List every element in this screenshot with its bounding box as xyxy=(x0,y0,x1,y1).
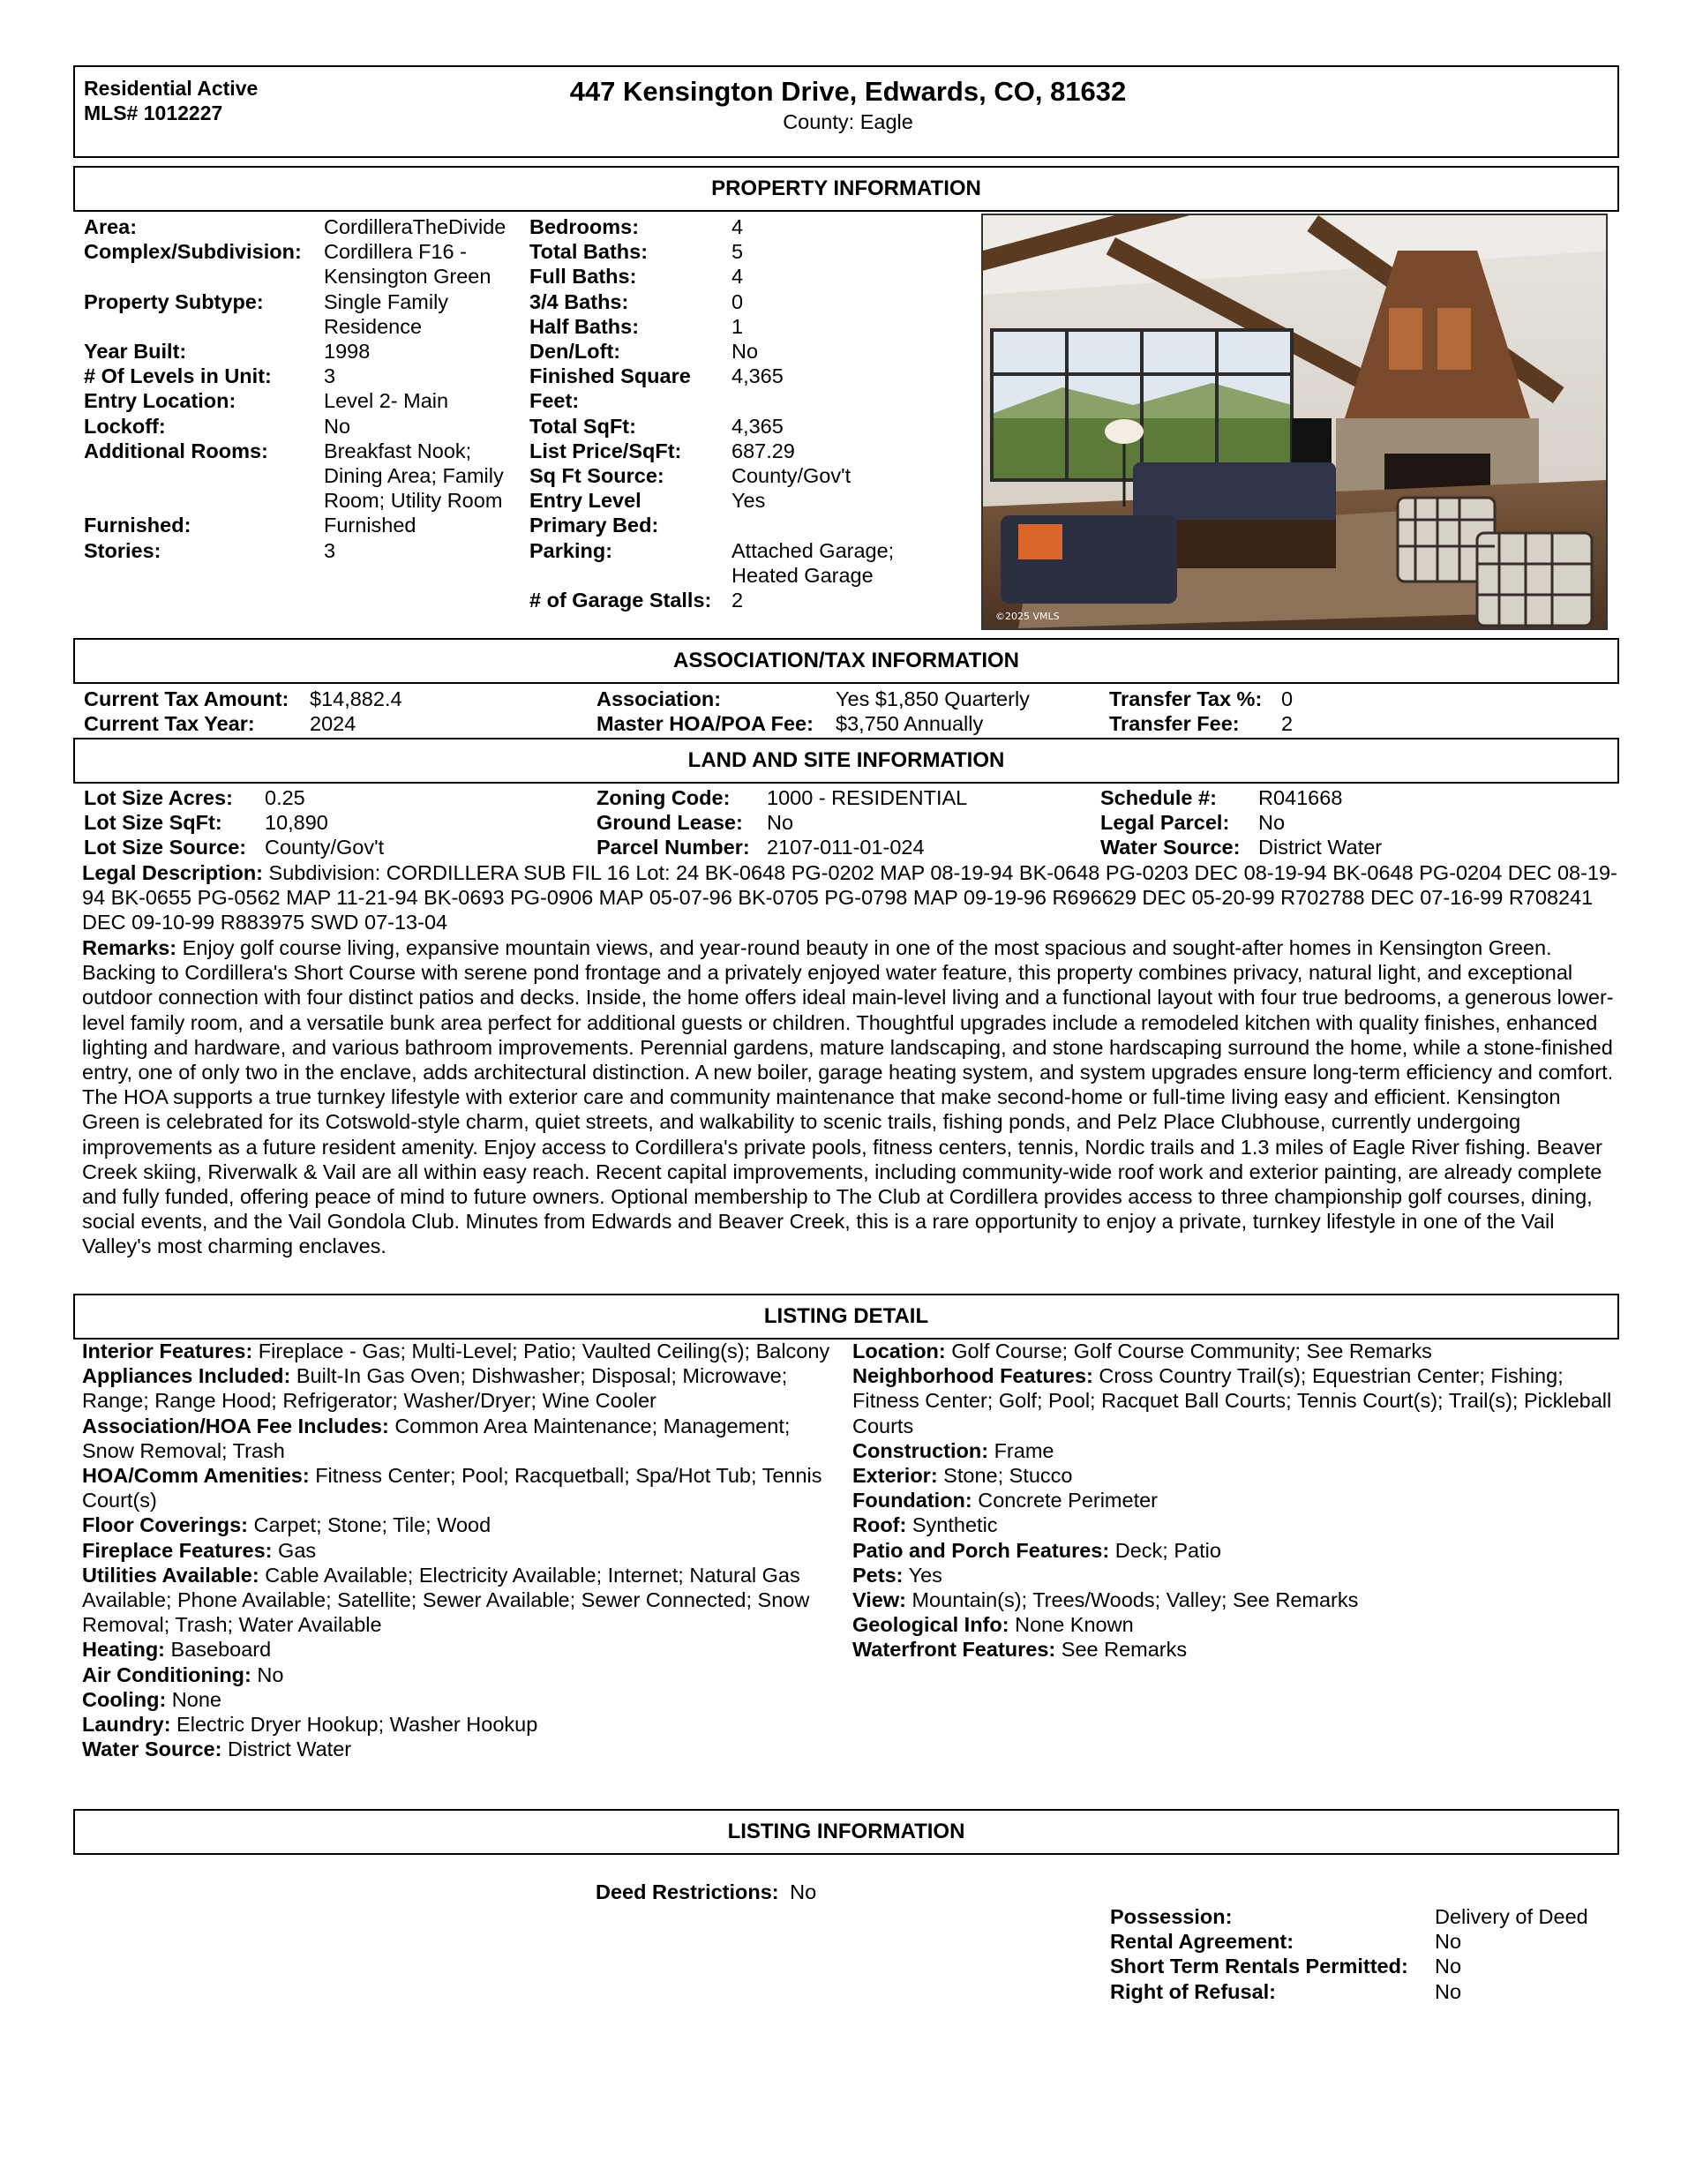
detail-label: HOA/Comm Amenities: xyxy=(82,1464,310,1488)
detail-item xyxy=(852,1512,1620,1537)
field-value: 4,365 xyxy=(731,414,784,438)
kv-row xyxy=(84,388,529,413)
transfer-fee-label: Transfer Fee: xyxy=(1109,712,1240,735)
current-tax-amount-label: Current Tax Amount: xyxy=(84,687,289,710)
detail-label: Roof: xyxy=(852,1513,907,1537)
detail-item xyxy=(852,1563,1620,1587)
kv-row xyxy=(529,439,970,463)
detail-label: Construction: xyxy=(852,1438,989,1462)
property-photo xyxy=(981,214,1608,630)
legal-description-label: Legal Description: xyxy=(82,861,264,884)
field-value: 4,365 xyxy=(731,364,784,388)
transfer-tax-value: 0 xyxy=(1281,687,1294,710)
detail-label: Heating: xyxy=(82,1638,165,1662)
deed-restrictions-value: No xyxy=(790,1880,817,1903)
kv-row xyxy=(84,538,529,563)
detail-item xyxy=(852,1438,1620,1463)
detail-value: Fitness Center; Pool; Racquetball; Spa/Hot Tub; Tennis Court(s) xyxy=(82,1464,822,1512)
field-label: Primary Bed: xyxy=(529,514,659,537)
detail-value: Electric Dryer Hookup; Washer Hookup xyxy=(170,1713,538,1737)
parcel-label: Parcel Number: xyxy=(596,836,750,859)
master-hoa-value: $3,750 Annually xyxy=(836,712,984,735)
field-value: 5 xyxy=(731,240,744,264)
zoning-value: 1000 - RESIDENTIAL xyxy=(767,786,968,809)
current-tax-amount: $14,882.4 xyxy=(310,687,402,710)
field-label: List Price/SqFt: xyxy=(529,439,682,462)
section-listing-information: LISTING INFORMATION xyxy=(73,1809,1619,1855)
detail-label: Water Source: xyxy=(82,1737,222,1761)
detail-label: Location: xyxy=(852,1340,946,1362)
field-label: Stories: xyxy=(84,538,161,562)
detail-value: Gas xyxy=(272,1538,317,1562)
section-land-site: LAND AND SITE INFORMATION xyxy=(73,738,1619,784)
kv-row xyxy=(84,314,529,339)
detail-item xyxy=(852,1463,1620,1488)
assoc-tax-group xyxy=(84,687,1619,736)
field-value: Kensington Green xyxy=(324,265,491,289)
detail-item xyxy=(82,1339,839,1363)
detail-item xyxy=(82,1363,839,1413)
kv-row xyxy=(84,239,529,264)
field-label: Sq Ft Source: xyxy=(529,464,664,488)
kv-row xyxy=(529,314,970,339)
kv-row xyxy=(84,264,529,289)
field-value: No xyxy=(1435,1979,1462,2003)
detail-label: Utilities Available: xyxy=(82,1563,259,1587)
field-value: Cordillera F16 - xyxy=(324,240,467,264)
detail-label: Exterior: xyxy=(852,1464,938,1488)
kv-row xyxy=(84,414,529,439)
detail-value: None Known xyxy=(1009,1613,1134,1637)
detail-item xyxy=(852,1363,1620,1438)
water-source-value: District Water xyxy=(1258,836,1383,859)
association-value: Yes $1,850 Quarterly xyxy=(836,687,1030,710)
detail-label: Association/HOA Fee Includes: xyxy=(82,1414,389,1437)
detail-item xyxy=(852,1637,1620,1662)
field-label: Bedrooms: xyxy=(529,215,640,238)
detail-item xyxy=(852,1612,1620,1637)
detail-item xyxy=(852,1339,1620,1363)
field-value: 3 xyxy=(324,538,336,562)
kv-row xyxy=(84,488,529,513)
ground-lease-value: No xyxy=(767,811,794,834)
detail-label: Foundation: xyxy=(852,1489,972,1512)
detail-value: Golf Course; Golf Course Community; See Remarks xyxy=(945,1340,1432,1362)
legal-description-text: Subdivision: CORDILLERA SUB FIL 16 Lot: 24 BK-0648 PG-0202 MAP 08-19-94 BK-0648 PG-0203 DEC 08-19-94 BK-0648 PG-0204 DEC 08-19-94 BK-0655 PG-0562 MAP 11-21-94 BK-0693 PG-0906 MAP 05-07-96 BK-0705 PG-0798 MAP 09-19-96 R696629 DEC 05-20-99 R702788 DEC 07-16-99 R708241 DEC 09-10-99 R883975 SWD 07-13-04 xyxy=(82,861,1617,934)
detail-value: Frame xyxy=(988,1438,1054,1462)
field-value: CordilleraTheDivide xyxy=(324,215,506,238)
field-value: Yes xyxy=(731,489,766,513)
detail-value: Mountain(s); Trees/Woods; Valley; See Remarks xyxy=(905,1588,1359,1612)
listing-status: Residential Active xyxy=(84,77,259,100)
field-label: Property Subtype: xyxy=(84,289,264,313)
detail-label: Neighborhood Features: xyxy=(852,1364,1093,1388)
detail-item xyxy=(82,1563,839,1638)
detail-value: Yes xyxy=(903,1563,942,1587)
field-label: Parking: xyxy=(529,538,613,562)
field-value: 2 xyxy=(731,589,744,612)
field-value: No xyxy=(731,340,759,364)
field-value: Furnished xyxy=(324,514,416,537)
detail-item xyxy=(82,1637,839,1662)
county: County: Eagle xyxy=(783,110,913,133)
field-label xyxy=(529,563,731,588)
remarks-text: Enjoy golf course living, expansive mountain views, and year-round beauty in one of the most spacious and sought-after homes in Kensington Green. Backing to Cordillera's Short Course with serene pond frontage and a privately enjoyed water feature, this property combines privacy, natural light, and exceptional outdoor connection with four distinct patios and decks. Inside, the home offers ideal main-level living and a functional layout with four true bedrooms, a generous lower-level family room, and a versatile bunk area perfect for additional guests or children. Thoughtful upgrades include a remodeled kitchen with quality finishes, enhanced lighting and hardware, and various bathroom improvements. Perennial gardens, mature landscaping, and stone hardscaping surround the home, while a stone-finished entry, one of only two in the enclave, adds architectural distinction. A new boiler, garage heating system, and system upgrades ensure long-term efficiency and comfort. The HOA supports a true turnkey lifestyle with exterior care and community maintenance that make second-home or full-time living easy and efficient. Kensington Green is celebrated for its Cotswold-style charm, quiet streets, and walkability to scenic trails, fishing ponds, and Pelz Place Clubhouse, currently undergoing improvements as a future resident amenity. Enjoy access to Cordillera's private pools, fitness centers, tennis, Nordic trails and 1.3 miles of Eagle River fishing. Beaver Creek skiing, Riverwalk & Vail are all within easy reach. Recent capital improvements, including community-wide roof work and exterior painting, are already complete and fully funded, offering peace of mind to future owners. Optional membership to The Club at Cordillera provides access to three championship golf courses, dining, social events, and the Vail Gondola Club. Minutes from Edwards and Beaver Creek, this is a rare opportunity to enjoy a private, turnkey lifestyle in one of the Vail Valley's most charming enclaves. xyxy=(82,936,1614,1258)
detail-value: District Water xyxy=(221,1737,352,1761)
detail-item xyxy=(82,1687,839,1712)
kv-row xyxy=(529,264,970,289)
field-label: Finished Square xyxy=(529,364,691,388)
field-value: No xyxy=(324,414,351,438)
field-value: Heated Garage xyxy=(731,563,874,587)
detail-item xyxy=(82,1712,839,1737)
detail-value: Built-In Gas Oven; Dishwasher; Disposal; Microwave; Range; Range Hood; Refrigerator; Washer/Dryer; Wine Cooler xyxy=(82,1364,788,1413)
living-room-photo-illustration xyxy=(983,215,1606,628)
deed-restrictions-label: Deed Restrictions: xyxy=(596,1880,779,1903)
remarks-label: Remarks: xyxy=(82,936,177,959)
detail-label: Pets: xyxy=(852,1563,904,1587)
field-label: Area: xyxy=(84,215,138,238)
section-listing-detail: LISTING DETAIL xyxy=(73,1294,1619,1340)
field-label: Entry Location: xyxy=(84,389,236,413)
field-value: 687.29 xyxy=(731,439,795,462)
master-hoa-label: Master HOA/POA Fee: xyxy=(596,712,814,735)
lot-acres-label: Lot Size Acres: xyxy=(84,786,233,809)
field-value xyxy=(731,388,970,413)
kv-row xyxy=(529,339,970,364)
field-label: Lockoff: xyxy=(84,414,166,438)
field-label: Total Baths: xyxy=(529,240,649,264)
kv-row xyxy=(84,513,529,537)
detail-label: Interior Features: xyxy=(82,1340,253,1362)
kv-row xyxy=(529,388,970,413)
association-label: Association: xyxy=(596,687,722,710)
field-value: 1998 xyxy=(324,340,371,364)
detail-value: No xyxy=(251,1662,284,1686)
kv-row xyxy=(1110,1929,1611,1954)
listing-info-rows xyxy=(1110,1904,1611,2004)
detail-label: Cooling: xyxy=(82,1687,167,1711)
field-label: Total SqFt: xyxy=(529,414,636,438)
detail-item xyxy=(82,1737,839,1761)
kv-row xyxy=(529,289,970,314)
remarks xyxy=(82,935,1619,1259)
kv-row xyxy=(529,214,970,239)
detail-value: Baseboard xyxy=(165,1638,272,1662)
kv-row xyxy=(84,463,529,488)
legal-parcel-label: Legal Parcel: xyxy=(1100,811,1230,834)
field-value: Room; Utility Room xyxy=(324,489,503,513)
kv-row xyxy=(84,364,529,388)
detail-label: Fireplace Features: xyxy=(82,1538,273,1562)
kv-row xyxy=(1110,1954,1611,1978)
property-col-1 xyxy=(84,214,529,563)
detail-label: Laundry: xyxy=(82,1713,171,1737)
detail-label: View: xyxy=(852,1588,906,1612)
listing-detail-left xyxy=(82,1339,839,1761)
kv-row xyxy=(84,214,529,239)
kv-row xyxy=(529,588,970,612)
zoning-label: Zoning Code: xyxy=(596,786,731,809)
detail-item xyxy=(82,1512,839,1537)
schedule-value: R041668 xyxy=(1258,786,1343,809)
photo-watermark: ©2025 VMLS xyxy=(995,611,1060,622)
legal-description xyxy=(82,860,1619,935)
field-label xyxy=(84,314,324,339)
detail-value: See Remarks xyxy=(1055,1638,1188,1662)
field-value: Dining Area; Family xyxy=(324,464,504,488)
detail-item xyxy=(82,1463,839,1512)
field-label xyxy=(84,463,324,488)
detail-value: Concrete Perimeter xyxy=(972,1489,1159,1512)
field-value: 4 xyxy=(731,265,744,289)
transfer-tax-label: Transfer Tax %: xyxy=(1109,687,1263,710)
detail-label: Patio and Porch Features: xyxy=(852,1538,1110,1562)
field-label: # Of Levels in Unit: xyxy=(84,364,272,388)
field-value: No xyxy=(1435,1930,1462,1954)
field-label: Possession: xyxy=(1110,1905,1233,1928)
header-box xyxy=(73,65,1619,158)
detail-value: Carpet; Stone; Tile; Wood xyxy=(248,1513,491,1537)
ground-lease-label: Ground Lease: xyxy=(596,811,743,834)
kv-row xyxy=(529,414,970,439)
section-property-information: PROPERTY INFORMATION xyxy=(73,166,1619,212)
listing-detail-right xyxy=(852,1339,1620,1662)
current-tax-year: 2024 xyxy=(310,712,356,735)
detail-label: Air Conditioning: xyxy=(82,1662,251,1686)
field-label: Feet: xyxy=(529,389,580,413)
detail-value: Fireplace - Gas; Multi-Level; Patio; Vaulted Ceiling(s); Balcony xyxy=(252,1340,830,1362)
lot-sqft-label: Lot Size SqFt: xyxy=(84,811,222,834)
kv-row xyxy=(84,439,529,463)
detail-value: Common Area Maintenance; Management; Snow Removal; Trash xyxy=(82,1414,791,1462)
field-value: 0 xyxy=(731,289,744,313)
transfer-fee-value: 2 xyxy=(1281,712,1294,735)
detail-value: Deck; Patio xyxy=(1109,1538,1221,1562)
detail-value: Synthetic xyxy=(906,1513,998,1537)
land-site-group xyxy=(84,785,1619,861)
field-value: Breakfast Nook; xyxy=(324,439,472,462)
schedule-label: Schedule #: xyxy=(1100,786,1217,809)
field-value: 4 xyxy=(731,215,744,238)
field-label: Den/Loft: xyxy=(529,340,621,364)
legal-parcel-value: No xyxy=(1258,811,1286,834)
lot-source-label: Lot Size Source: xyxy=(84,836,247,859)
field-value: 1 xyxy=(731,314,744,338)
field-label: Year Built: xyxy=(84,340,187,364)
field-label: 3/4 Baths: xyxy=(529,289,629,313)
field-value: Delivery of Deed xyxy=(1435,1905,1588,1928)
detail-item xyxy=(82,1414,839,1463)
section-association-tax: ASSOCIATION/TAX INFORMATION xyxy=(73,638,1619,684)
field-label: Short Term Rentals Permitted: xyxy=(1110,1955,1408,1978)
field-label xyxy=(84,264,324,289)
field-value: County/Gov't xyxy=(731,464,852,488)
detail-item xyxy=(82,1538,839,1563)
detail-item xyxy=(852,1587,1620,1612)
field-value: No xyxy=(1435,1955,1462,1978)
kv-row xyxy=(529,513,970,537)
field-label: Right of Refusal: xyxy=(1110,1979,1276,2003)
deed-restrictions xyxy=(596,1880,816,1904)
detail-value: Cable Available; Electricity Available; Internet; Natural Gas Available; Phone Available; Satellite; Sewer Available; Sewer Connected; Snow Removal; Trash; Water Available xyxy=(82,1563,810,1637)
field-label: Full Baths: xyxy=(529,265,637,289)
kv-row xyxy=(529,563,970,588)
property-col-2 xyxy=(529,214,970,612)
detail-value: Cross Country Trail(s); Equestrian Center; Fishing; Fitness Center; Golf; Pool; Racquet Ball Courts; Tennis Court(s); Trail(s); Pickleball Courts xyxy=(852,1364,1612,1437)
field-label: # of Garage Stalls: xyxy=(529,589,712,612)
kv-row xyxy=(529,538,970,563)
water-source-label: Water Source: xyxy=(1100,836,1241,859)
field-value: Attached Garage; xyxy=(731,538,895,562)
kv-row xyxy=(529,463,970,488)
lot-source-value: County/Gov't xyxy=(265,836,385,859)
kv-row xyxy=(529,364,970,388)
field-label: Entry Level xyxy=(529,489,641,513)
field-value: Residence xyxy=(324,314,423,338)
kv-row xyxy=(84,339,529,364)
detail-value: Stone; Stucco xyxy=(937,1464,1073,1488)
detail-label: Appliances Included: xyxy=(82,1364,291,1388)
detail-label: Floor Coverings: xyxy=(82,1513,249,1537)
field-label: Complex/Subdivision: xyxy=(84,240,302,264)
kv-row xyxy=(1110,1904,1611,1929)
field-value: Single Family xyxy=(324,289,449,313)
kv-row xyxy=(529,239,970,264)
field-label: Additional Rooms: xyxy=(84,439,268,462)
kv-row xyxy=(1110,1979,1611,2004)
field-value: Level 2- Main xyxy=(324,389,449,413)
field-label: Half Baths: xyxy=(529,314,640,338)
field-value: 3 xyxy=(324,364,336,388)
detail-item xyxy=(82,1662,839,1687)
field-label xyxy=(84,488,324,513)
kv-row xyxy=(529,488,970,513)
parcel-value: 2107-011-01-024 xyxy=(767,836,925,859)
lot-acres-value: 0.25 xyxy=(265,786,305,809)
detail-label: Geological Info: xyxy=(852,1613,1009,1637)
detail-item xyxy=(852,1538,1620,1563)
field-value xyxy=(731,513,970,537)
detail-value: None xyxy=(166,1687,221,1711)
field-label: Rental Agreement: xyxy=(1110,1930,1294,1954)
kv-row xyxy=(84,289,529,314)
field-label: Furnished: xyxy=(84,514,191,537)
mls-number: MLS# 1012227 xyxy=(84,101,223,124)
property-address: 447 Kensington Drive, Edwards, CO, 81632 xyxy=(569,76,1127,107)
detail-item xyxy=(852,1488,1620,1512)
current-tax-year-label: Current Tax Year: xyxy=(84,712,255,735)
detail-label: Waterfront Features: xyxy=(852,1638,1056,1662)
lot-sqft-value: 10,890 xyxy=(265,811,328,834)
